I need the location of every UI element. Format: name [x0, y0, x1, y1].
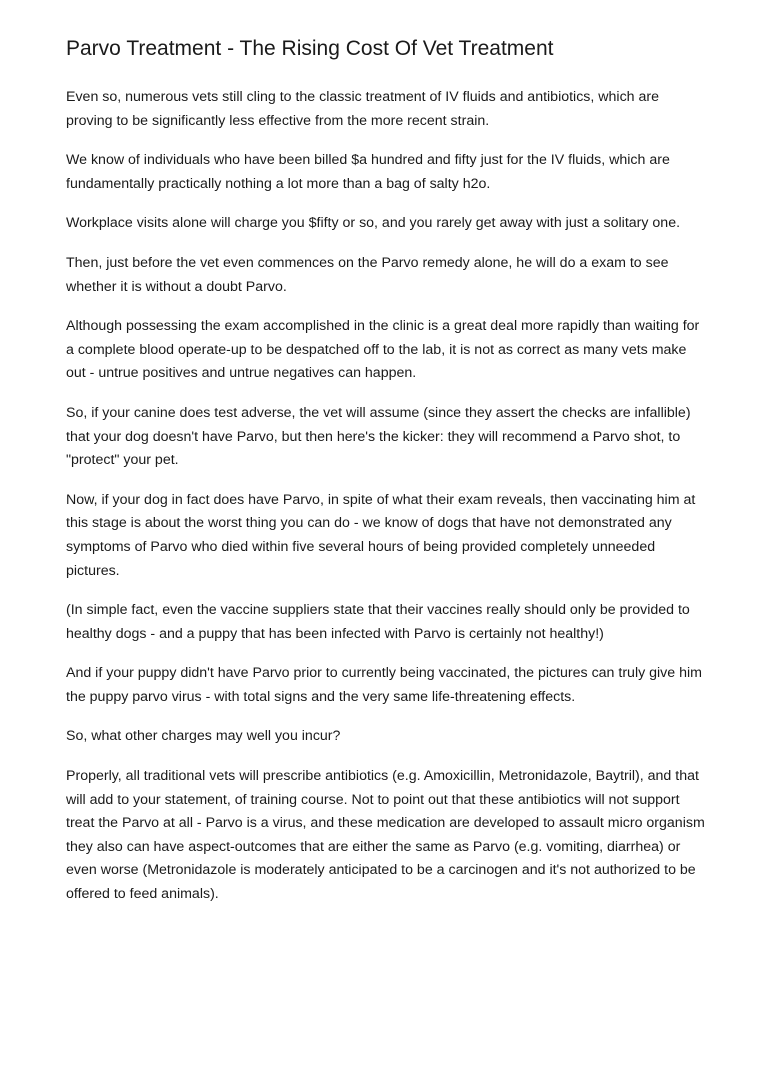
paragraph: Even so, numerous vets still cling to the classic treatment of IV fluids and antibiotics, which are proving to be significantly less effective from the more recent strain.	[66, 89, 660, 129]
paragraph: Then, just before the vet even commences on the Parvo remedy alone, he will do a exam to see whether it is without a doubt Parvo.	[66, 254, 669, 295]
paragraph: So, if your canine does test adverse, the vet will assume (since they assert the checks are infallible) that your dog doesn't have Parvo, but then here's the kicker: they will recommend a Parvo shot, to "protect" your pet.	[66, 404, 691, 469]
paragraph: (In simple fact, even the vaccine suppliers state that their vaccines really should only be provided to healthy dogs - and a puppy that has been infected with Parvo is certainly not healthy!)	[66, 602, 690, 642]
paragraph: Properly, all traditional vets will prescribe antibiotics (e.g. Amoxicillin, Metronidazole, Baytril), and that will add to your statement, of training course. Not to point out that these antibiotics will not support treat the Parvo at all - Parvo is a virus, and these medication are developed to assault micro organism they also can have aspect-outcomes that are either the same as Parvo (e.g. vomiting, diarrhea) or even worse (Metronidazole is moderately anticipated to be a carcinogen and it's not authorized to be offered to feed animals).	[66, 768, 705, 903]
paragraph: Although possessing the exam accomplished in the clinic is a great deal more rapidly than waiting for a complete blood operate-up to be despatched off to the lab, it is not as correct as many vets make out - untrue positives and untrue negatives can happen.	[66, 318, 700, 382]
page-title: Parvo Treatment - The Rising Cost Of Vet Treatment	[66, 37, 554, 60]
article-body	[66, 86, 708, 923]
paragraph: We know of individuals who have been billed $a hundred and fifty just for the IV fluids, which are fundamentally practically nothing a lot more than a bag of salty h2o.	[66, 152, 670, 192]
paragraph: And if your puppy didn't have Parvo prior to currently being vaccinated, the pictures can truly give him the puppy parvo virus - with total signs and the very same life-threatening effects.	[66, 665, 702, 705]
paragraph: So, what other charges may well you incur?	[66, 728, 341, 745]
paragraph: Now, if your dog in fact does have Parvo, in spite of what their exam reveals, then vaccinating him at this stage is about the worst thing you can do - we know of dogs that have not demonstrated any symptoms of Parvo who died within five several hours of being provided completely unneeded pictures.	[66, 491, 696, 579]
paragraph: Workplace visits alone will charge you $fifty or so, and you rarely get away with just a solitary one.	[66, 215, 681, 232]
